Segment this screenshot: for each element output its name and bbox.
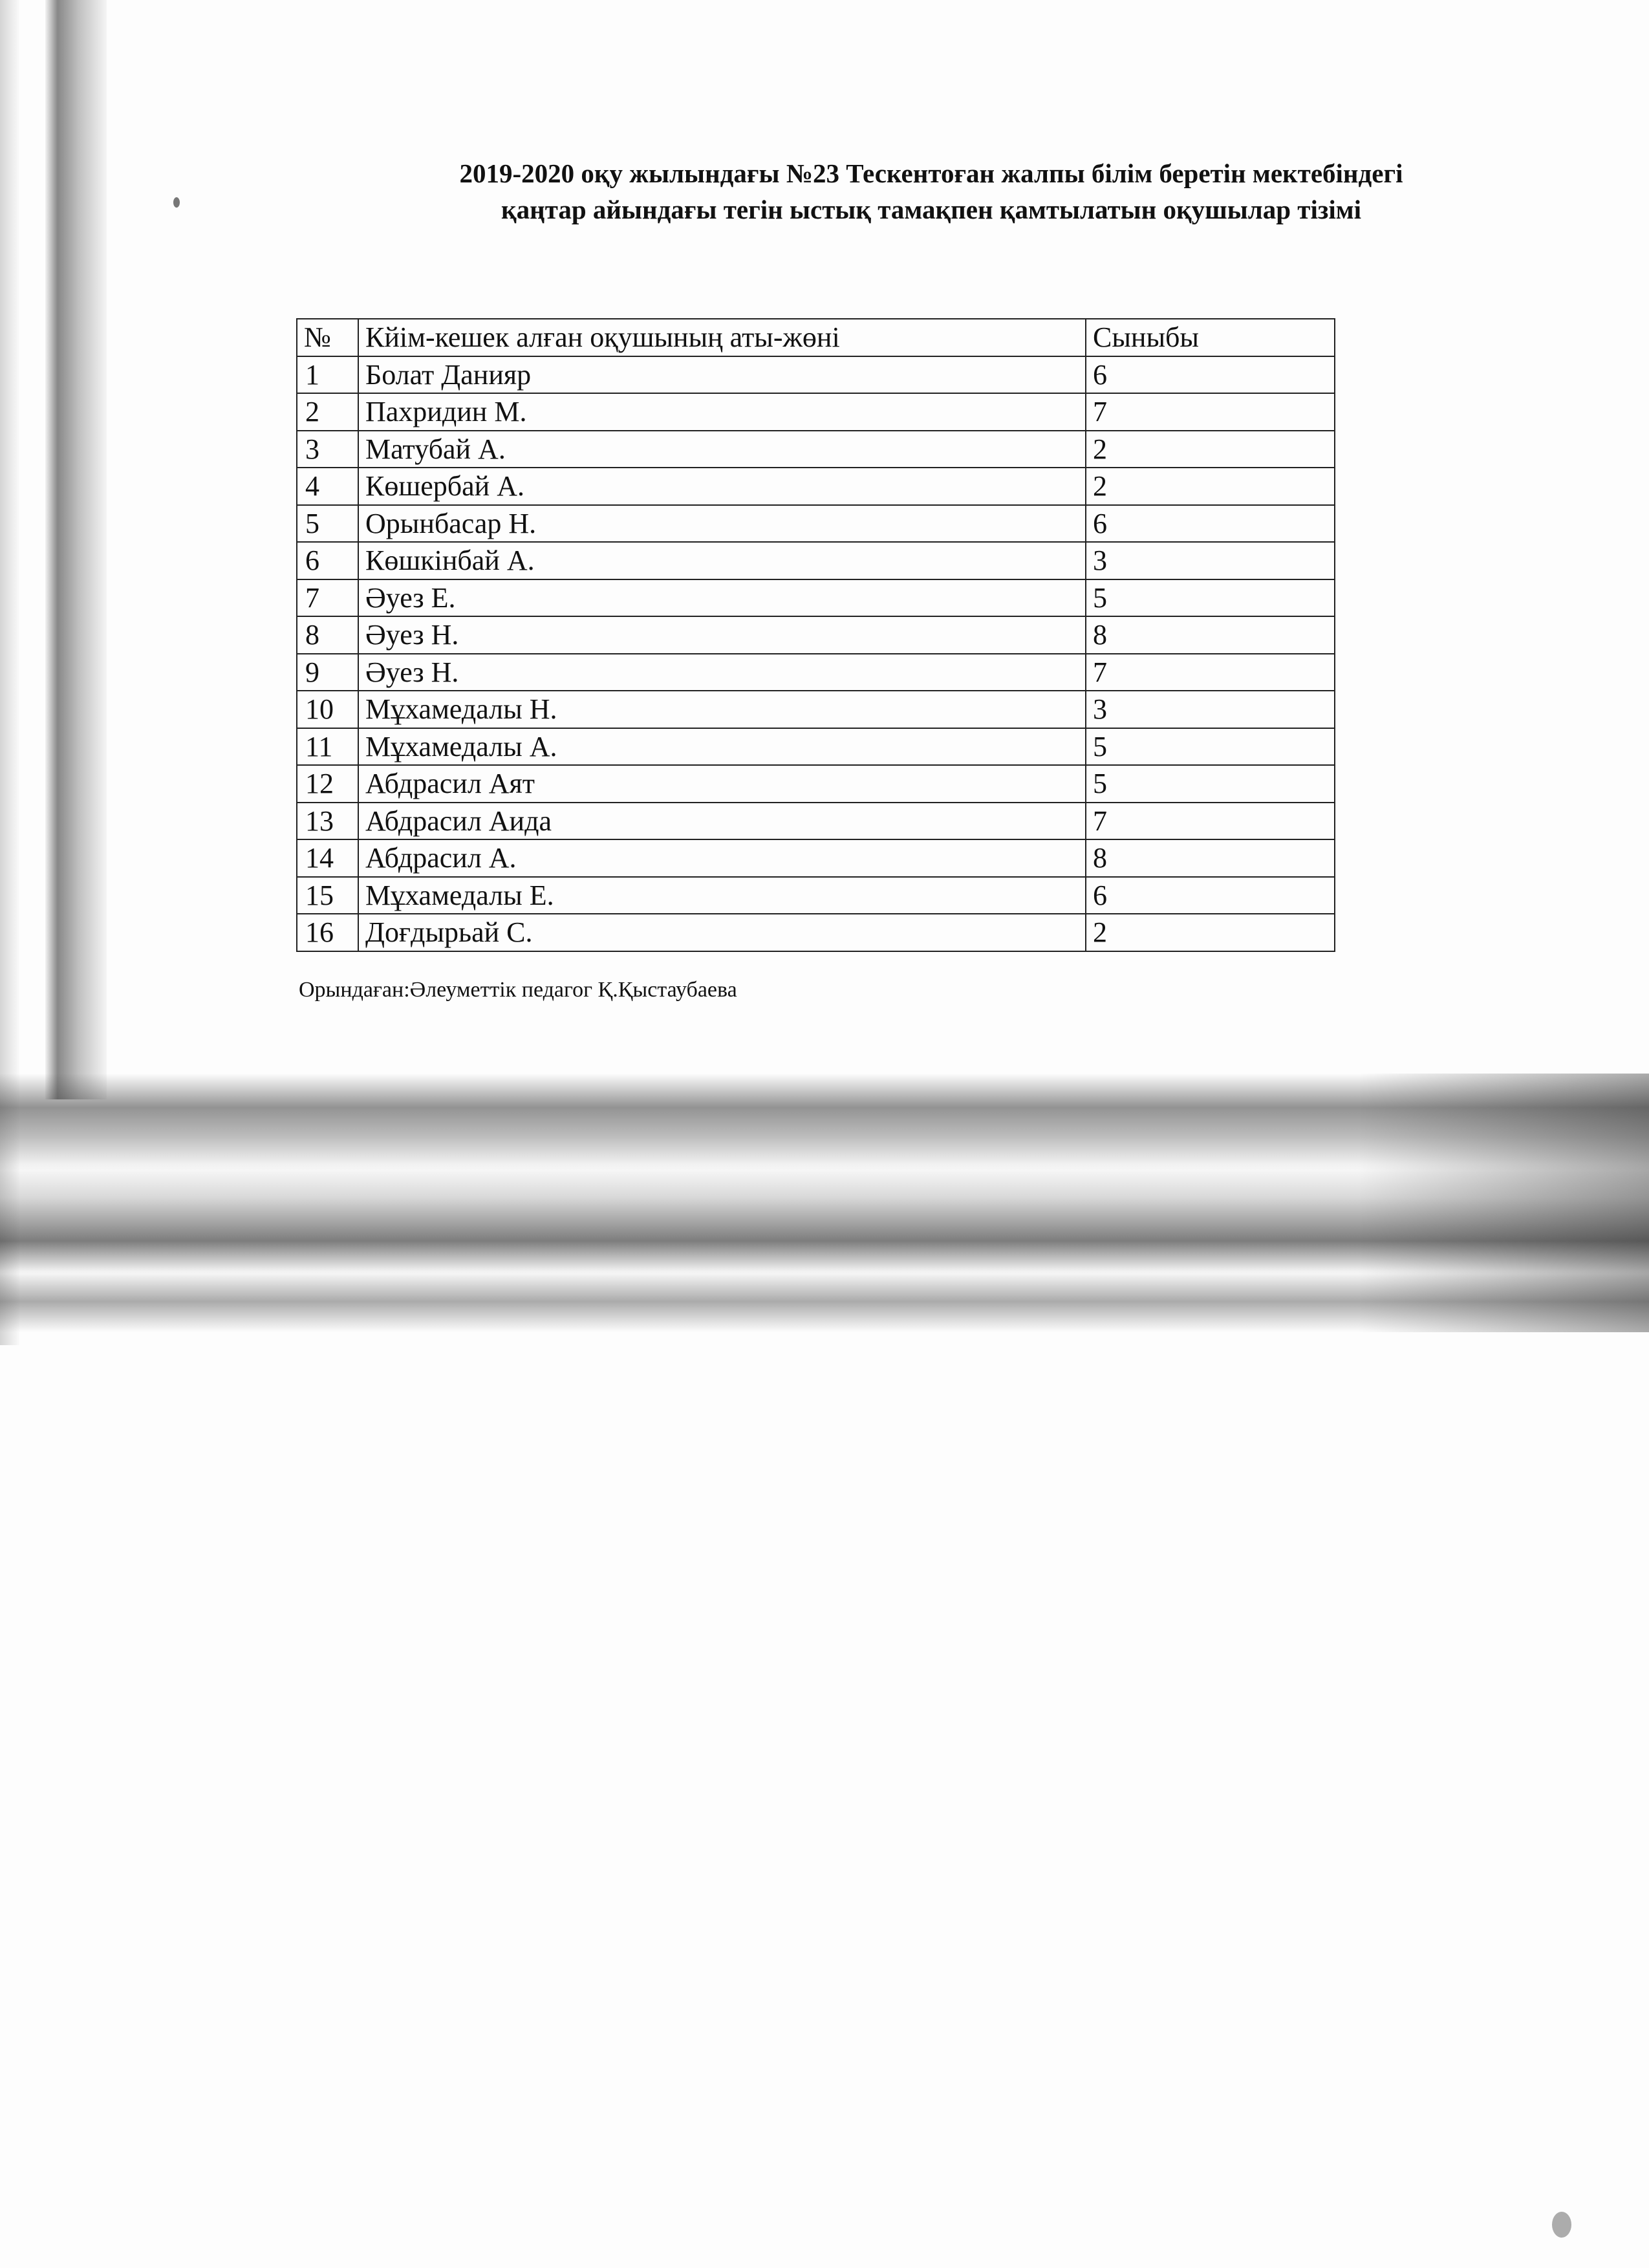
row-number: 9 xyxy=(297,654,358,691)
table-header-row xyxy=(297,319,1335,356)
student-class: 2 xyxy=(1086,468,1335,505)
student-name: Орынбасар Н. xyxy=(358,505,1086,543)
student-name: Пахридин М. xyxy=(358,393,1086,431)
student-name: Әуез Е. xyxy=(358,579,1086,617)
row-number: 6 xyxy=(297,542,358,579)
student-name: Абдрасил Аида xyxy=(358,803,1086,840)
student-name: Көшкінбай А. xyxy=(358,542,1086,579)
student-name: Мұхамедалы Е. xyxy=(358,877,1086,914)
student-name: Көшербай А. xyxy=(358,468,1086,505)
row-number: 14 xyxy=(297,839,358,877)
table-row xyxy=(297,505,1335,543)
prepared-by-note: Орындаған:Әлеуметтік педагог Қ.Қыстаубаева xyxy=(299,978,737,1002)
student-class: 6 xyxy=(1086,877,1335,914)
table-row xyxy=(297,431,1335,468)
student-class: 2 xyxy=(1086,914,1335,951)
document-title xyxy=(349,155,1513,228)
student-class: 6 xyxy=(1086,356,1335,394)
row-number: 13 xyxy=(297,803,358,840)
student-class: 7 xyxy=(1086,393,1335,431)
scan-speck xyxy=(1552,2212,1571,2238)
student-class: 5 xyxy=(1086,579,1335,617)
title-line-1: 2019-2020 оқу жылындағы №23 Тескентоған жалпы білім беретін мектебіндегі xyxy=(459,158,1403,188)
student-name: Әуез Н. xyxy=(358,654,1086,691)
scan-speck xyxy=(173,197,180,208)
table-row xyxy=(297,356,1335,394)
student-class: 3 xyxy=(1086,691,1335,728)
row-number: 3 xyxy=(297,431,358,468)
row-number: 4 xyxy=(297,468,358,505)
table-row xyxy=(297,579,1335,617)
row-number: 8 xyxy=(297,616,358,654)
table-row xyxy=(297,765,1335,803)
student-class: 3 xyxy=(1086,542,1335,579)
student-class: 6 xyxy=(1086,505,1335,543)
table-row xyxy=(297,542,1335,579)
student-name: Болат Данияр xyxy=(358,356,1086,394)
student-class: 8 xyxy=(1086,839,1335,877)
row-number: 16 xyxy=(297,914,358,951)
table-row xyxy=(297,914,1335,951)
student-class: 8 xyxy=(1086,616,1335,654)
header-class: Сыныбы xyxy=(1086,319,1335,356)
student-name: Доғдырьай С. xyxy=(358,914,1086,951)
title-line-2: қаңтар айындағы тегін ыстық тамақпен қамтылатын оқушылар тізімі xyxy=(501,195,1362,224)
table-row xyxy=(297,839,1335,877)
scanner-shadow-left xyxy=(45,0,107,1099)
row-number: 5 xyxy=(297,505,358,543)
student-class: 2 xyxy=(1086,431,1335,468)
row-number: 15 xyxy=(297,877,358,914)
row-number: 10 xyxy=(297,691,358,728)
student-class: 5 xyxy=(1086,765,1335,803)
table-row xyxy=(297,803,1335,840)
student-class: 7 xyxy=(1086,654,1335,691)
header-number: № xyxy=(297,319,358,356)
table-row xyxy=(297,616,1335,654)
row-number: 2 xyxy=(297,393,358,431)
student-name: Мұхамедалы Н. xyxy=(358,691,1086,728)
student-name: Әуез Н. xyxy=(358,616,1086,654)
row-number: 7 xyxy=(297,579,358,617)
table-row xyxy=(297,393,1335,431)
table-row xyxy=(297,468,1335,505)
student-name: Матубай А. xyxy=(358,431,1086,468)
table-row xyxy=(297,728,1335,766)
student-class: 5 xyxy=(1086,728,1335,766)
student-class: 7 xyxy=(1086,803,1335,840)
row-number: 1 xyxy=(297,356,358,394)
student-name: Абдрасил А. xyxy=(358,839,1086,877)
table-row xyxy=(297,691,1335,728)
table-row xyxy=(297,877,1335,914)
scanner-smear-right xyxy=(1358,1074,1649,1332)
table-row xyxy=(297,654,1335,691)
student-name: Мұхамедалы А. xyxy=(358,728,1086,766)
student-name: Абдрасил Аят xyxy=(358,765,1086,803)
header-student-name: Кйім-кешек алған оқушының аты-жөні xyxy=(358,319,1086,356)
row-number: 11 xyxy=(297,728,358,766)
row-number: 12 xyxy=(297,765,358,803)
students-table xyxy=(296,318,1335,952)
